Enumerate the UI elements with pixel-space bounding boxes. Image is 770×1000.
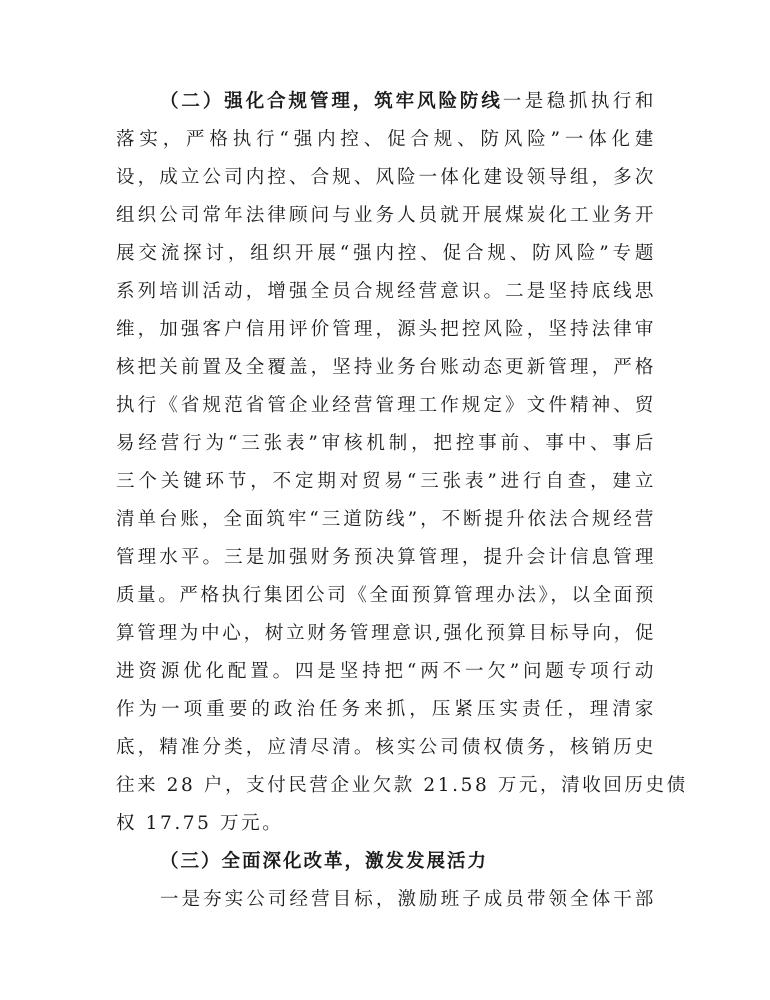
paragraph-line: 底，精准分类，应清尽清。核实公司债权债务，核销历史 (116, 737, 656, 758)
paragraph-line: 进资源优化配置。四是坚持把“两不一欠”问题专项行动 (116, 661, 656, 682)
section2-first-line (160, 88, 656, 116)
paragraph-line: 算管理为中心，树立财务管理意识,强化预算目标导向，促 (116, 623, 656, 644)
paragraph-line: 质量。严格执行集团公司《全面预算管理办法》，以全面预 (116, 585, 656, 606)
paragraph-line: 作为一项重要的政治任务来抓，压紧压实责任，理清家 (116, 699, 656, 720)
paragraph-line: 维，加强客户信用评价管理，源头把控风险，坚持法律审 (116, 319, 656, 340)
section2-heading: （二）强化合规管理，筑牢风险防线 (160, 91, 503, 112)
paragraph-line: 执行《省规范省管企业经营管理工作规定》文件精神、贸 (116, 395, 656, 416)
paragraph-line: 清单台账，全面筑牢“三道防线”，不断提升依法合规经营 (116, 509, 656, 530)
paragraph-line: 易经营行为“三张表”审核机制，把控事前、事中、事后 (116, 433, 656, 454)
paragraph-line: 组织公司常年法律顾问与业务人员就开展煤炭化工业务开 (116, 205, 656, 226)
paragraph-line: 核把关前置及全覆盖，坚持业务台账动态更新管理，严格 (116, 357, 656, 378)
paragraph-line: 落实，严格执行“强内控、促合规、防风险”一体化建 (116, 129, 656, 150)
section3-heading: （三）全面深化改革，激发发展活力 (160, 851, 489, 872)
paragraph-line: 设，成立公司内控、合规、风险一体化建设领导组，多次 (116, 167, 656, 188)
section3-first-line: 一是夯实公司经营目标，激励班子成员带领全体干部 (160, 889, 656, 910)
paragraph-line-last: 权 17.75 万元。 (116, 813, 284, 834)
section2-first-line-rest: 一是稳抓执行和 (502, 91, 656, 112)
paragraph-line: 展交流探讨，组织开展“强内控、促合规、防风险”专题 (116, 243, 656, 264)
paragraph-line: 管理水平。三是加强财务预决算管理，提升会计信息管理 (116, 547, 656, 568)
paragraph-line: 三个关键环节，不定期对贸易“三张表”进行自查，建立 (116, 471, 656, 492)
paragraph-line: 系列培训活动，增强全员合规经营意识。二是坚持底线思 (116, 281, 656, 302)
paragraph-line: 往来 28 户，支付民营企业欠款 21.58 万元，清收回历史债 (116, 775, 688, 796)
